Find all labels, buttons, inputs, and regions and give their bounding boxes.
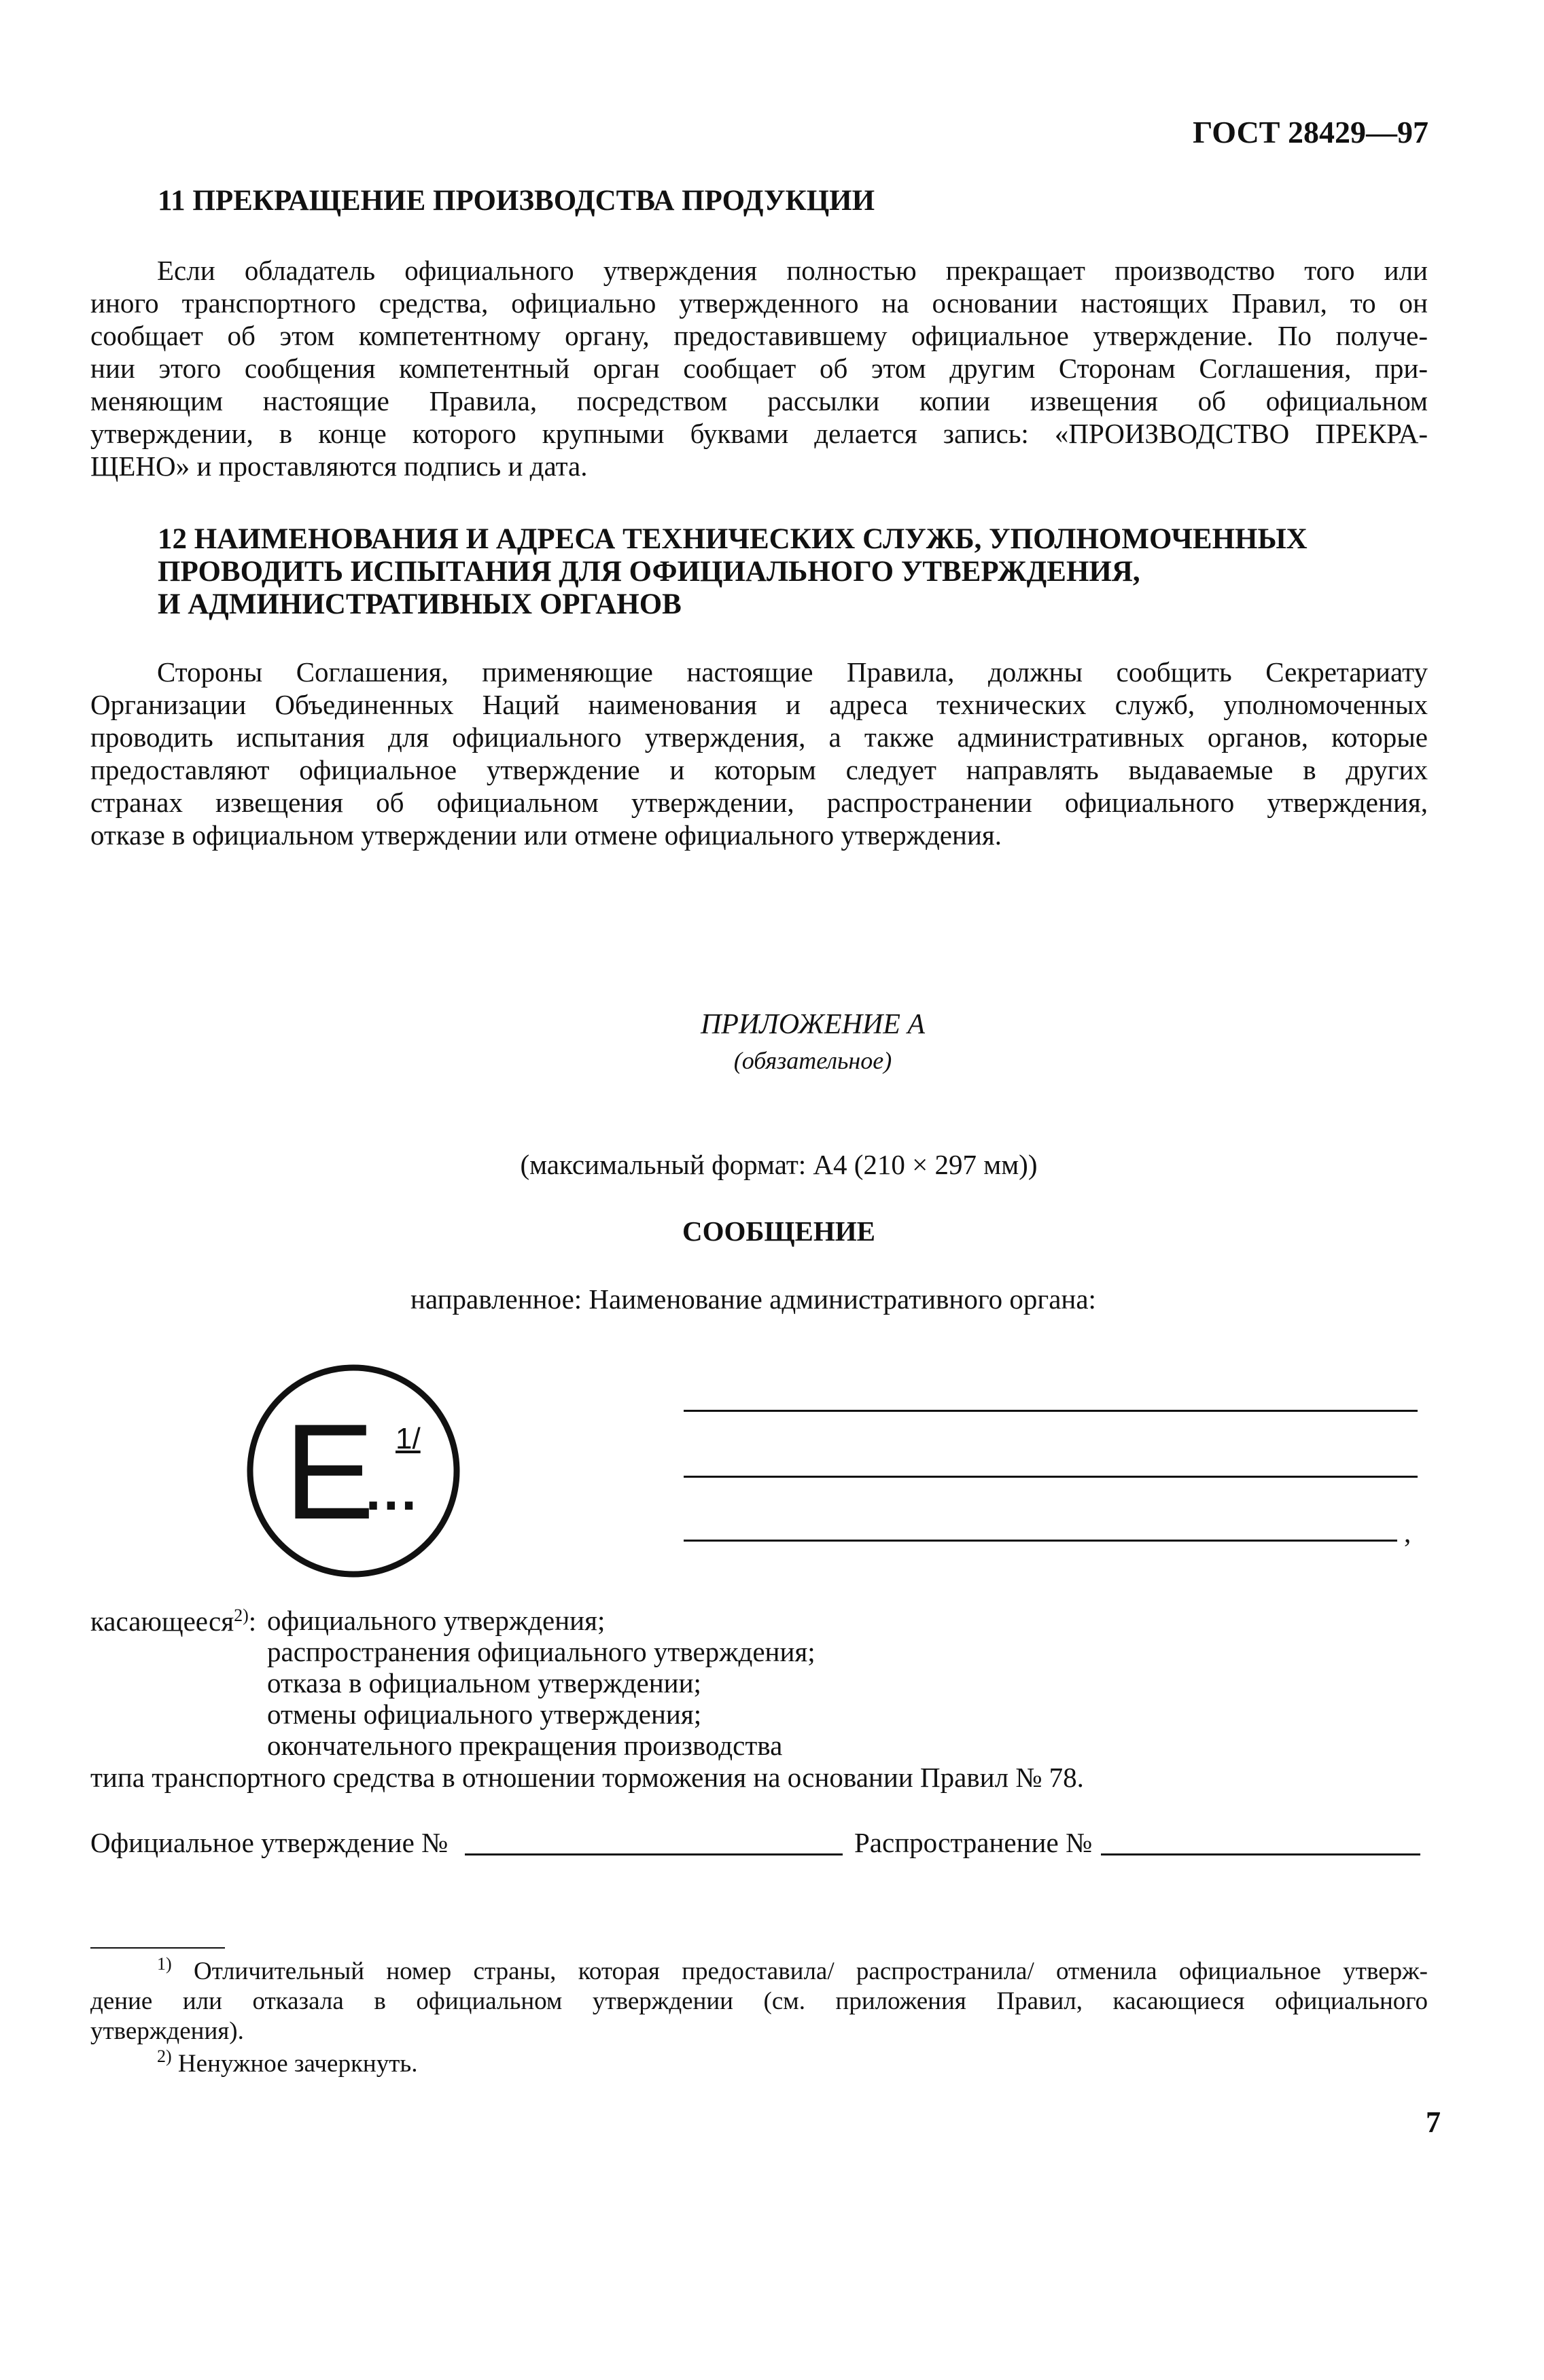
footnote-line	[90, 1954, 1428, 1987]
text-line: отказе в официальном утверждении или отмене официального утверждения.	[90, 819, 1002, 851]
address-blank-line-3[interactable]	[684, 1540, 1397, 1542]
approval-mark-letter: E	[284, 1396, 375, 1548]
text-line: Организации Объединенных Наций наименования и адреса технических служб, уполномоченных	[90, 689, 1428, 720]
section-12-body	[90, 656, 1428, 851]
text-line: утверждении, в конце которого крупными буквами делается запись: «ПРОИЗВОДСТВО ПРЕКРА-	[90, 418, 1428, 449]
concerning-option[interactable]: окончательного прекращения производства	[267, 1730, 783, 1761]
section-11-title: 11 ПРЕКРАЩЕНИЕ ПРОИЗВОДСТВА ПРОДУКЦИИ	[158, 185, 875, 217]
sent-to-label: направленное: Наименование административного органа:	[410, 1283, 1096, 1315]
approval-number-field[interactable]	[465, 1853, 843, 1855]
concerning-option[interactable]: официального утверждения;	[267, 1605, 606, 1636]
annex-title: ПРИЛОЖЕНИЕ А	[700, 1009, 926, 1040]
footnote-ref: 2)	[157, 2046, 172, 2066]
text-line: Если обладатель официального утверждения полностью прекращает производство того или	[157, 255, 1428, 286]
approval-mark-footnote-ref: 1/	[396, 1422, 421, 1455]
concerning-label-text: касающееся	[90, 1605, 234, 1637]
approval-mark	[245, 1362, 462, 1580]
text-line: меняющим настоящие Правила, посредством рассылки копии извещения об официальном	[90, 385, 1428, 416]
text-line: сообщает об этом компетентному органу, предоставившему официальное утверждение. По получе-	[90, 320, 1428, 351]
concerning-option[interactable]: отмены официального утверждения;	[267, 1699, 702, 1730]
footnote-1	[90, 1954, 1428, 2046]
footnote-2	[157, 2046, 418, 2079]
approval-number-label: Официальное утверждение №	[90, 1827, 449, 1858]
address-comma: ,	[1404, 1517, 1411, 1548]
concerning-label	[90, 1605, 256, 1637]
footnote-ref: 1)	[157, 1954, 172, 1974]
extension-number-field[interactable]	[1101, 1853, 1420, 1855]
footnote-line: утверждения).	[90, 2017, 244, 2045]
text-line: предоставляют официальное утверждение и которым следует направлять выдаваемые в других	[90, 754, 1428, 785]
text-line: иного транспортного средства, официально утвержденного на основании настоящих Правил, то он	[90, 287, 1428, 319]
document-code: ГОСТ 28429—97	[1193, 115, 1428, 149]
concerning-option[interactable]: отказа в официальном утверждении;	[267, 1667, 701, 1699]
text-line: Стороны Соглашения, применяющие настоящие Правила, должны сообщить Секретариату	[157, 656, 1428, 688]
heading-line: ПРОВОДИТЬ ИСПЫТАНИЯ ДЛЯ ОФИЦИАЛЬНОГО УТВЕРЖДЕНИЯ,	[158, 556, 1140, 588]
address-blank-line-1[interactable]	[684, 1410, 1418, 1412]
footnote-line: дение или отказала в официальном утверждении (см. приложения Правил, касающиеся официального	[90, 1987, 1428, 2015]
format-note: (максимальный формат: А4 (210 × 297 мм))	[520, 1149, 1038, 1180]
concerning-colon: :	[248, 1605, 257, 1637]
text-line: нии этого сообщения компетентный орган сообщает об этом другим Сторонам Соглашения, при-	[90, 353, 1428, 384]
section-12-title	[158, 523, 1308, 621]
extension-number-label: Распространение №	[854, 1827, 1093, 1858]
section-11-body	[90, 254, 1428, 482]
message-title: СООБЩЕНИЕ	[682, 1215, 875, 1247]
text-line: странах извещения об официальном утверждении, распространении официального утверждения,	[90, 787, 1428, 818]
footnote-text: Ненужное зачеркнуть.	[177, 2050, 418, 2078]
heading-line: И АДМИНИСТРАТИВНЫХ ОРГАНОВ	[158, 588, 682, 620]
approval-mark-dots: ...	[366, 1461, 419, 1521]
text-line: ЩЕНО» и проставляются подпись и дата.	[90, 450, 588, 482]
footnote-text: Отличительный номер страны, которая предоставила/ распространила/ отменила официальное утверж-	[193, 1957, 1428, 1985]
footnote-separator	[90, 1947, 225, 1949]
concerning-options	[267, 1605, 815, 1761]
vehicle-type-line: типа транспортного средства в отношении торможения на основании Правил № 78.	[90, 1762, 1084, 1793]
address-blank-line-2[interactable]	[684, 1476, 1418, 1478]
heading-line: 12 НАИМЕНОВАНИЯ И АДРЕСА ТЕХНИЧЕСКИХ СЛУЖБ, УПОЛНОМОЧЕННЫХ	[158, 523, 1308, 555]
page-number: 7	[1426, 2106, 1441, 2139]
footnote-ref: 2)	[234, 1605, 249, 1625]
concerning-option[interactable]: распространения официального утверждения;	[267, 1636, 815, 1667]
annex-status: (обязательное)	[733, 1047, 892, 1074]
text-line: проводить испытания для официального утверждения, а также административных органов, которые	[90, 722, 1428, 753]
